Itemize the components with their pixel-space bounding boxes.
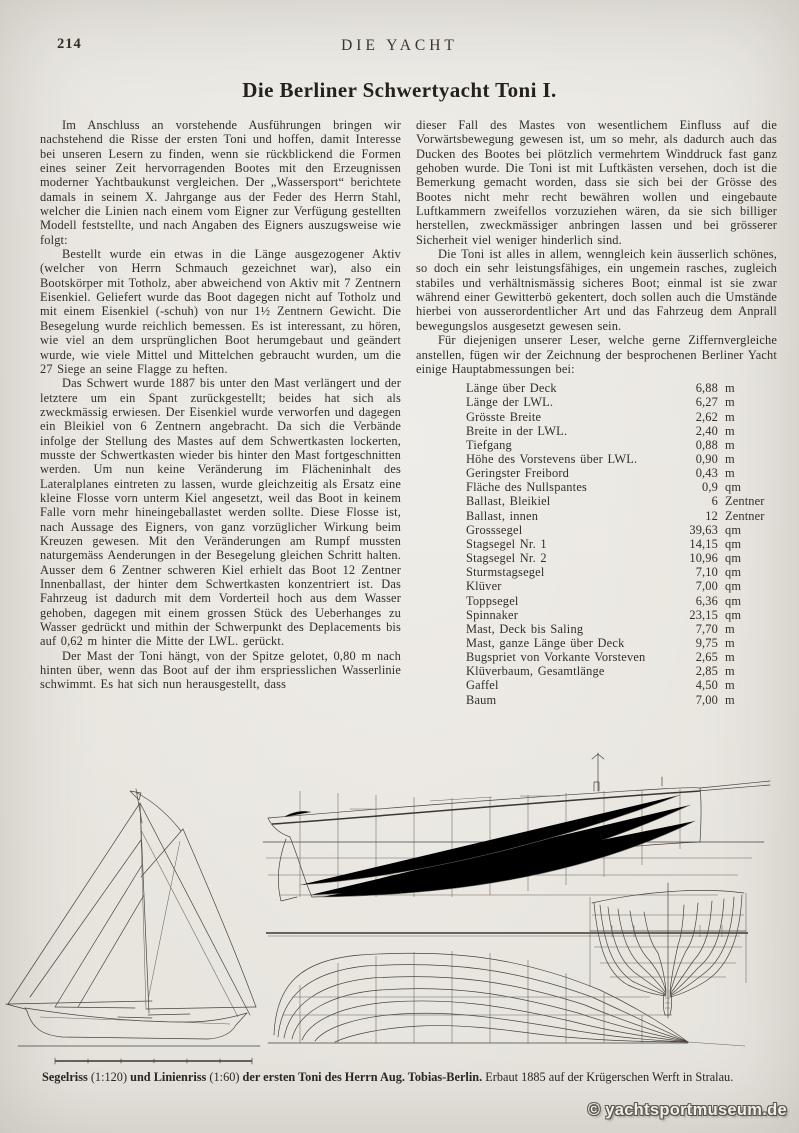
measurement-row — [466, 480, 777, 494]
measurement-unit: m — [725, 381, 735, 396]
measurement-unit: qm — [725, 607, 742, 622]
measurement-row — [466, 678, 777, 692]
figure-caption — [42, 1070, 782, 1085]
measurement-value: 7,00 — [695, 579, 718, 594]
measurement-row — [466, 509, 777, 523]
measurement-label: Grösste Breite — [466, 409, 542, 424]
measurement-unit: m — [725, 451, 735, 466]
measurement-value: 6,36 — [695, 593, 718, 608]
measurement-unit: Zentner — [725, 494, 765, 509]
article-paragraph: Für diejenigen unserer Leser, welche gerne Ziffernvergleiche anstellen, fügen wir der Zeichnung der besprochenen Berliner Yacht einige Hauptabmessungen bei: — [416, 333, 777, 376]
measurement-row — [466, 452, 777, 466]
measurement-row — [466, 622, 777, 636]
measurement-label: Baum — [466, 692, 497, 707]
page-number: 214 — [57, 36, 82, 52]
measurement-value: 0,43 — [695, 466, 718, 481]
measurement-label: Spinnaker — [466, 607, 519, 622]
article-column-right — [416, 118, 777, 707]
sail-plan-drawing — [6, 789, 260, 1064]
measurement-row — [466, 551, 777, 565]
measurement-value: 4,50 — [695, 678, 718, 693]
measurement-unit: m — [725, 466, 735, 481]
measurement-label: Breite in der LWL. — [466, 423, 568, 438]
measurement-row — [466, 650, 777, 664]
measurement-row — [466, 381, 777, 395]
caption-segment: Segelriss — [42, 1070, 88, 1084]
article-paragraph: dieser Fall des Mastes von wesentlichem Einfluss auf die Vorwärtsbewegung gewesen ist, um so mehr, als dadurch auch das Ducken des Bootes bei plötzlich vermehrtem Winddruck fast ganz gehoben wurde. Die Toni ist mit Luftkästen versehen, doch ist die Bemerkung gemacht worden, dass sie sich bei der Grösse des Bootes nicht mehr recht bewähren wollen und eingebaute Luftkammern zweifellos vorzuziehen wären, da sie sich billiger herstellen, zweckmässiger anbringen lassen und bei grösserer Sicherheit viel weniger hinderlich sind. — [416, 118, 777, 247]
measurement-label: Klüverbaum, Gesamtlänge — [466, 664, 605, 679]
figure-drawings — [0, 745, 799, 1067]
measurement-value: 7,10 — [695, 565, 718, 580]
sheer-plan-drawing — [263, 753, 770, 901]
half-breadth-plan-drawing — [266, 933, 748, 1046]
measurement-value: 7,70 — [695, 621, 718, 636]
measurement-value: 6,88 — [695, 381, 718, 396]
measurement-unit: m — [725, 636, 735, 650]
measurement-label: Höhe des Vorstevens über LWL. — [466, 451, 638, 466]
body-plan-drawing — [590, 883, 746, 1018]
measurement-row — [466, 494, 777, 508]
measurement-row — [466, 594, 777, 608]
measurement-row — [466, 395, 777, 409]
article-paragraph: Die Toni ist alles in allem, wenngleich kein äusserlich schönes, so doch ein sehr leistungsfähiges, ein ungemein rasches, zugleich stabiles und verhältnismässig sicheres Boot; einmal ist sie zwar während einer Gewitterbö gekentert, doch sollen auch die Umstände hierbei von ausserordentlicher Art und das Fahrzeug dem Anprall bewegungslos ausgesetzt gewesen sein. — [416, 247, 777, 333]
measurement-label: Sturmstagsegel — [466, 565, 545, 580]
journal-title: DIE YACHT — [341, 37, 458, 54]
measurement-unit: qm — [725, 593, 742, 608]
measurement-label: Gaffel — [466, 678, 499, 693]
measurement-row — [466, 664, 777, 678]
article-paragraph: Der Mast der Toni hängt, von der Spitze gelotet, 0,80 m nach hinten über, wenn das Boot auf der ihm erspriesslichen Wasserlinie schwimmt. Es hat sich nun herausgestellt, dass — [40, 648, 401, 692]
measurement-value: 2,65 — [695, 650, 718, 665]
measurement-label: Tiefgang — [466, 437, 512, 452]
measurement-label: Stagsegel Nr. 2 — [466, 551, 547, 566]
measurement-row — [466, 410, 777, 424]
measurement-label: Mast, Deck bis Saling — [466, 621, 584, 636]
measurement-row — [466, 693, 777, 707]
measurement-row — [466, 565, 777, 579]
measurement-unit: qm — [725, 551, 742, 566]
measurement-label: Ballast, innen — [466, 508, 539, 523]
measurement-value: 2,85 — [695, 664, 718, 679]
measurement-value: 23,15 — [689, 607, 718, 622]
measurement-row — [466, 608, 777, 622]
measurement-value: 6,27 — [695, 395, 718, 410]
caption-segment: (1:120) — [87, 1070, 131, 1084]
measurement-unit: m — [725, 678, 735, 693]
measurement-value: 39,63 — [689, 522, 718, 537]
measurement-value: 9,75 — [695, 636, 718, 650]
caption-segment: (1:60) — [206, 1070, 243, 1084]
measurement-label: Länge der LWL. — [466, 395, 554, 410]
article-paragraph: Bestellt wurde ein etwas in die Länge ausgezogener Aktiv (welcher von Herrn Schmauch gezeichnet war), also ein Bootskörper mit Totholz, aber abweichend von Aktiv mit 7 Zentnern Eisenkiel. Geliefert wurde das Boot dagegen nicht auf Totholz und mit einem Eisenkiel (-schuh) von nur 1½ Zentnern Gewicht. Die Besegelung wurde reichlich bemessen. Es ist interessant, zu hören, wie viel an dem ursprünglichen Boot herumgebaut und geändert wurde, wie viele Mittel und Mittelchen gebraucht wurden, um die 27 Siege an seine Flagge zu heften. — [40, 247, 401, 376]
measurement-unit: qm — [725, 522, 742, 537]
measurement-unit: m — [725, 621, 735, 636]
measurement-value: 7,00 — [695, 692, 718, 707]
measurement-label: Länge über Deck — [466, 381, 557, 396]
measurement-value: 0,88 — [695, 437, 718, 452]
measurement-unit: Zentner — [725, 508, 765, 523]
measurements-table — [416, 381, 777, 707]
measurement-unit: m — [725, 692, 735, 707]
measurement-label: Grosssegel — [466, 522, 523, 537]
article-paragraph: Das Schwert wurde 1887 bis unter den Mast verlängert und der letztere um ein Spant zurückgestellt; beides hat sich als zweckmässig erwiesen. Der Eisenkiel wurde verworfen und dagegen ein Bleikiel von 6 Zentnern angebracht. Da sich die Verbände infolge der Stellung des Mastes auf dem Schwertkasten lockerten, musste der Schwertkasten wieder bis hinter den Mast fortgeschnitten werden. Um nun keine Veränderung im Flächeninhalt des Lateralplanes eintreten zu lassen, wurde gleichzeitig als Ersatz eine kleine Flosse vorn unterm Kiel angesetzt, weil das Boot in keinem Falle vorn mehr hineingeballastet werden sollte. Diese Flosse ist, nach Aussage des Eigners, von ganz vorzüglicher Wirkung beim Kreuzen gewesen. Mit den Veränderungen am Rumpf mussten naturgemäss Aenderungen in der Besegelung gleichen Schritt halten. Ausser dem 6 Zentner schweren Kiel erhielt das Boot 12 Zentner Innenballast, der hinter dem Schwertkasten konzentriert ist. Das Fahrzeug ist dadurch mit dem Vorderteil hoch aus dem Wasser gehoben, dagegen mit einem grossen Stück des Ueberhanges zu Wasser gedrückt und mithin der Schwerpunkt des Deplacements bis auf 0,62 m hinter die Mitte der LWL. gerückt. — [40, 376, 401, 649]
measurement-unit: qm — [725, 480, 742, 495]
article-paragraph: Im Anschluss an vorstehende Ausführungen bringen wir nachstehend die Risse der ersten Toni und hoffen, damit Interesse bei unseren Lesern zu finden, wenn sie rückblickend die Formen eines seiner Zeit hervorragenden Bootes mit den Erzeugnissen moderner Yachtbaukunst vergleichen. Der „Wassersport“ berichtete damals in seinem X. Jahrgange aus der Feder des Herrn Stahl, welcher die Linien nach einem vom Eigner zur Verfügung gestellten Modell feststellte, und nach Angaben des Eigners auszugsweise wie folgt: — [40, 118, 401, 247]
measurement-value: 2,62 — [695, 409, 718, 424]
measurement-label: Ballast, Bleikiel — [466, 494, 551, 509]
measurement-row — [466, 523, 777, 537]
measurement-label: Klüver — [466, 579, 502, 594]
article-title: Die Berliner Schwertyacht Toni I. — [242, 78, 557, 102]
measurement-label: Fläche des Nullspantes — [466, 480, 588, 495]
measurement-value: 0,9 — [702, 480, 718, 495]
measurement-label: Stagsegel Nr. 1 — [466, 536, 547, 551]
measurement-value: 0,90 — [695, 451, 718, 466]
measurement-label: Bugspriet von Vorkante Vorsteven — [466, 650, 646, 665]
measurement-row — [466, 438, 777, 452]
measurement-unit: m — [725, 395, 735, 410]
measurement-row — [466, 579, 777, 593]
measurement-unit: qm — [725, 536, 742, 551]
measurement-value: 2,40 — [695, 423, 718, 438]
measurement-unit: m — [725, 409, 735, 424]
measurement-value: 10,96 — [689, 551, 718, 566]
measurement-label: Mast, ganze Länge über Deck — [466, 636, 625, 650]
measurement-value: 12 — [705, 508, 718, 523]
measurement-unit: m — [725, 664, 735, 679]
measurement-label: Geringster Freibord — [466, 466, 570, 481]
measurement-row — [466, 466, 777, 480]
measurement-unit: m — [725, 437, 735, 452]
article-column-left — [40, 118, 401, 692]
measurement-value: 14,15 — [689, 536, 718, 551]
caption-segment: der ersten Toni des Herrn Aug. Tobias-Berlin. — [242, 1070, 483, 1084]
measurement-row — [466, 537, 777, 551]
watermark: © yachtsportmuseum.de — [587, 1101, 787, 1119]
measurement-unit: qm — [725, 579, 742, 594]
caption-segment: und Linienriss — [130, 1070, 207, 1084]
caption-segment: Erbaut 1885 auf der Krügerschen Werft in Stralau. — [482, 1070, 734, 1084]
measurement-unit: qm — [725, 565, 742, 580]
measurement-row — [466, 424, 777, 438]
measurement-unit: m — [725, 650, 735, 665]
measurement-label: Toppsegel — [466, 593, 519, 608]
measurement-row — [466, 636, 777, 650]
measurement-value: 6 — [711, 494, 718, 509]
measurement-unit: m — [725, 423, 735, 438]
